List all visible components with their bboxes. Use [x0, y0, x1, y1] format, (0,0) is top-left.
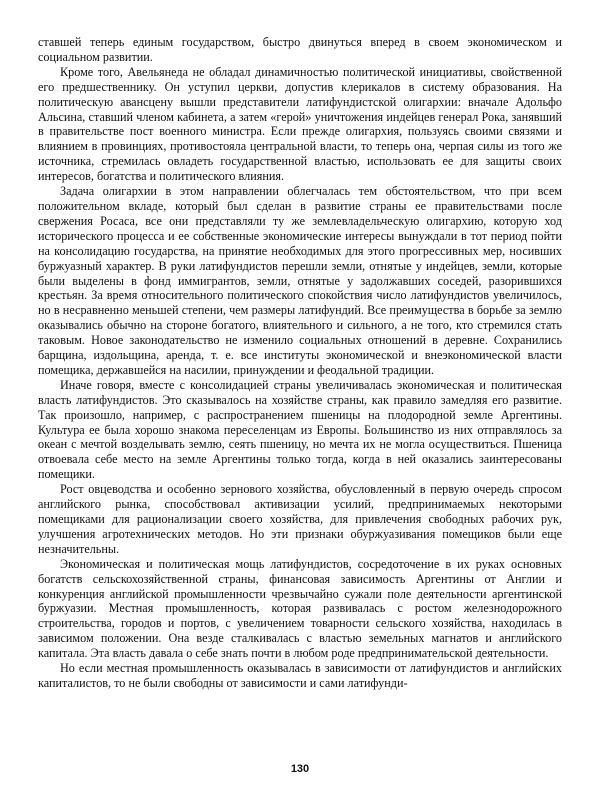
paragraph: Экономическая и политическая мощь латифундистов, сосредоточение в их руках основных богатств сельскохозяйственной страны, финансовая зависимость Аргентины от Англии и конкуренция английской промышленности чрезвычайно сужали поле деятельности аргентинской буржуазии. Местная промышленность, которая развивалась с ростом железнодорожного строительства, городов и портов, с увеличением товарности сельского хозяйства, находилась в зависимом положении. Она везде сталкивалась с властью земельных магнатов и английского капитала. Эта власть давала о себе знать почти в любом роде предпринимательской деятельности.: [38, 556, 562, 661]
body-text: [38, 35, 562, 691]
page-number: 130: [290, 763, 310, 775]
paragraph: Иначе говоря, вместе с консолидацией страны увеличивалась экономическая и политическая власть латифундистов. Это сказывалось на хозяйстве страны, как правило замедляя его развитие. Так произошло, например, с распространением пшеницы на плодородной земле Аргентины. Культура ее была хорошо знакома переселенцам из Европы. Большинство из них отправлялось за океан с мечтой возделывать землю, сеять пшеницу, но мечта их не могла осуществиться. Пшеница отвоевала себе место на земле Аргентины только тогда, когда в ней оказались заинтересованы помещики.: [38, 377, 562, 482]
paragraph: Кроме того, Авельянеда не обладал динамичностью политической инициативы, свойственной его предшественнику. Он уступил церкви, допустив клерикалов в систему образования. На политическую авансцену вышли представители латифундистской олигархии: вначале Адольфо Альсина, ставший членом кабинета, а затем «герой» уничтожения индейцев генерал Рока, занявший в правительстве пост военного министра. Если прежде олигархия, пользуясь своими связями и влиянием в провинциях, противостояла центральной власти, то теперь она, черпая силы из того же источника, стремилась овладеть государственной властью, использовать ее для защиты своих интересов, богатства и политического влияния.: [38, 64, 562, 184]
paragraph-continued: ставшей теперь единым государством, быстро двинуться вперед в своем экономическом и социальном развитии.: [38, 35, 562, 64]
paragraph: Задача олигархии в этом направлении облегчалась тем обстоятельством, что при всем положительном вкладе, который был сделан в развитие страны ее правительствами после свержения Росаса, все они представляли ту же землевладельческую олигархию, которую ход исторического процесса и ее собственные экономические интересы вынуждали в тот период пойти на консолидацию государства, на принятие необходимых для этого прогрессивных мер, носивших буржуазный характер. В руки латифундистов перешли земли, отнятые у индейцев, земли, которые были выделены в фонд иммигрантов, земли, отнятые у задолжавших соседей, разорившихся крестьян. За время относительного политического спокойствия число латифундистов увеличилось, но в несравненно меньшей степени, чем размеры латифундий. Все преимущества в борьбе за землю оказывались обычно на стороне богатого, влиятельного и сильного, а не того, кто стремился стать таковым. Новое законодательство не изменило социальных отношений в деревне. Сохранились барщина, издольщина, аренда, т. е. все институты экономической и внеэкономической власти помещика, державшейся на насилии, принуждении и феодальной традиции.: [38, 184, 562, 377]
paragraph: Рост овцеводства и особенно зернового хозяйства, обусловленный в первую очередь спросом английского рынка, способствовал активизации усилий, предпринимаемых некоторыми помещиками для рационализации своего хозяйства, для привлечения свободных рабочих рук, улучшения агротехнических методов. Но эти признаки обуржуазивания помещиков были еще незначительны.: [38, 482, 562, 556]
paragraph: Но если местная промышленность оказывалась в зависимости от латифундистов и английских капиталистов, то не были свободны от зависимости и сами латифунди-: [38, 661, 562, 690]
